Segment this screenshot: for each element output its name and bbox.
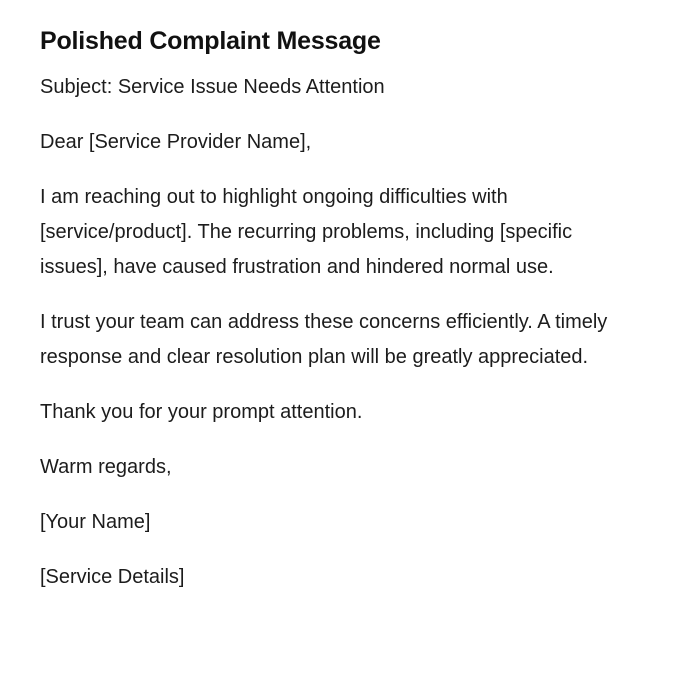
service-details: [Service Details] xyxy=(40,566,185,588)
subject-line: Subject: Service Issue Needs Attention xyxy=(40,76,385,98)
document-title: Polished Complaint Message xyxy=(40,27,381,55)
thanks-line: Thank you for your prompt attention. xyxy=(40,401,363,423)
sender-name: [Your Name] xyxy=(40,511,151,533)
body-paragraph-2: I trust your team can address these concerns efficiently. A timely response and clear resolution plan will be greatly appreciated. xyxy=(40,311,608,368)
closing-line: Warm regards, xyxy=(40,456,172,478)
document xyxy=(40,24,640,615)
body-paragraph-1: I am reaching out to highlight ongoing difficulties with [service/product]. The recurring problems, including [specific issues], have caused frustration and hindered normal use. xyxy=(40,186,573,278)
greeting: Dear [Service Provider Name], xyxy=(40,131,312,153)
